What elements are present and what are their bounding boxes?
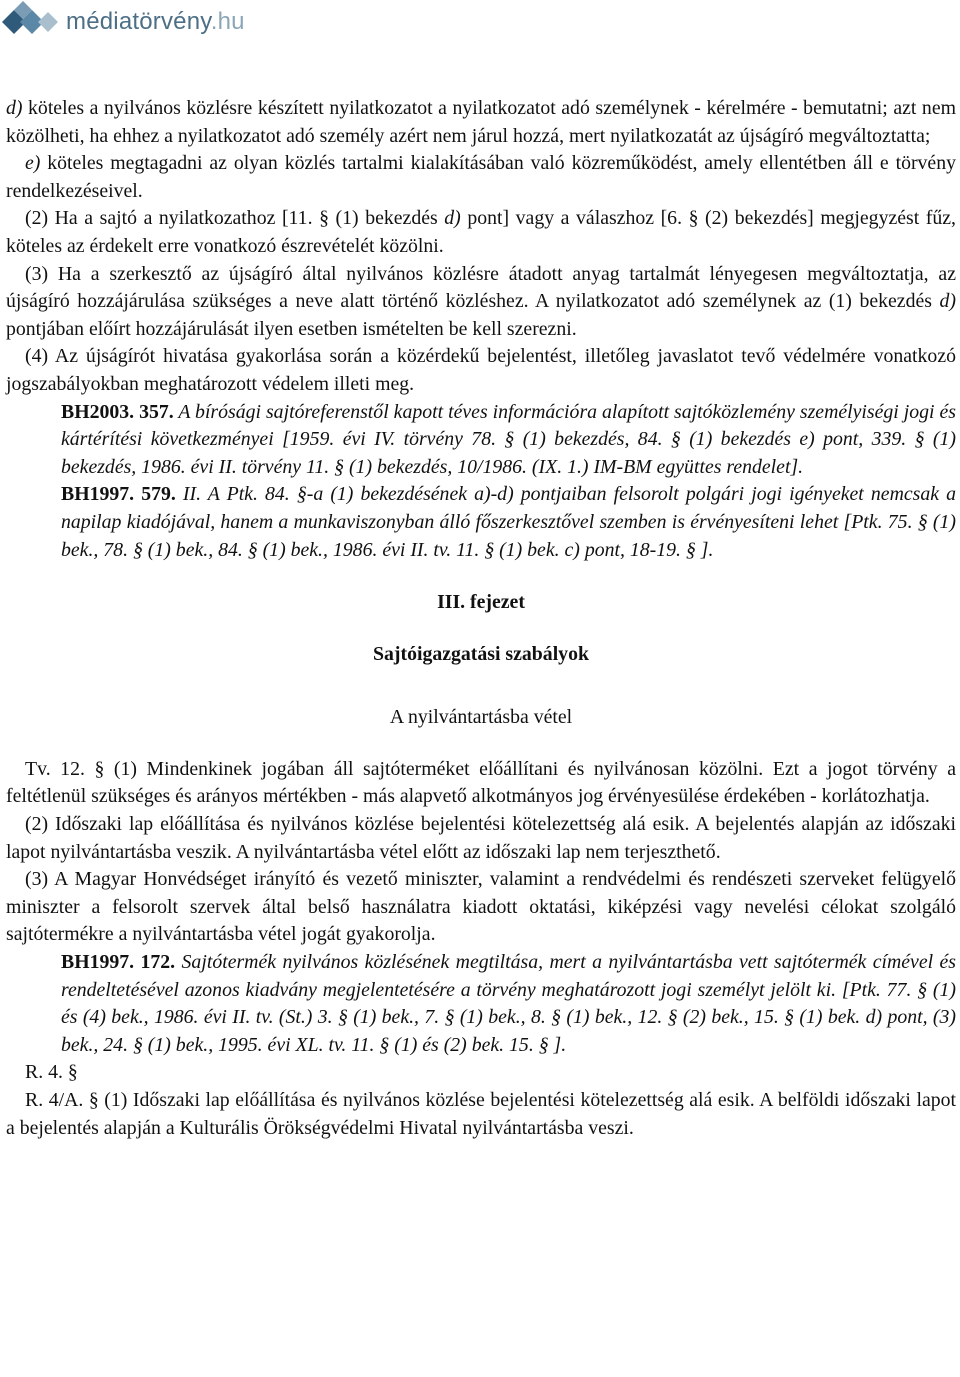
paragraph-3-point: d) (939, 290, 956, 313)
section-subtitle: A nyilvántartásba vétel (389, 706, 573, 729)
paragraph-3-text-a: (3) Ha a szerkesztő az újságíró által nyilvános közlésre átadott anyag tartalmát lényegesen megváltoztatja, az újságíró hozzájárulása szükséges a neve alatt történő közléshez. A nyilatkozatot adó személynek az (1) bekezdés (6, 262, 956, 313)
point-d (6, 95, 956, 150)
tv12-paragraph-3: (3) A Magyar Honvédséget irányító és vezető miniszter, valamint a rendvédelmi és rendészeti szerveket felügyelő miniszter a felsorolt szervek által belső használatra kiadott oktatási, kiképzési vagy nevelési célokat szolgáló sajtótermékre a nyilvántartásba vétel jogát gyakorolja. (6, 868, 956, 946)
case-summary: II. A Ptk. 84. §-a (1) bekezdésének a)-d) pontjaiban felsorolt polgári jogi igényeket nemcsak a napilap kiadójával, hanem a munkaviszonyban álló főszerkesztővel szemben is érvényesíteni lehet [Ptk. 75. § (1) bek., 78. § (1) bek., 84. § (1) bek., 1986. évi II. tv. 11. § (1) bek. c) pont, 18-19. § ]. (61, 483, 956, 561)
paragraph-2-point: d) (444, 207, 461, 230)
document-body (6, 95, 956, 1142)
logo-text (66, 8, 245, 36)
point-d-label: d) (6, 97, 23, 119)
paragraph-3 (6, 261, 956, 344)
paragraph-3-text-b: pontjában előírt hozzájárulását ilyen esetben ismételten be kell szerezni. (6, 317, 577, 340)
point-d-text: köteles a nyilvános közlésre készített nyilatkozatot a nyilatkozatot adó személynek - kérelmére - bemutatni; azt nem közölheti, ha ehhez a nyilatkozatot adó személy azért nem járul hozzá, mert nyilatkozatát az újságíró megváltoztatta; (6, 97, 956, 147)
tv12-paragraph-2: (2) Időszaki lap előállítása és nyilvános közlése bejelentési kötelezettség alá esik. A bejelentés alapján az időszaki lapot nyilvántartásba veszik. A nyilvántartásba vétel előtt az időszaki lap nem terjeszthető. (6, 813, 956, 863)
case-summary: A bírósági sajtóreferenstől kapott téves információra alapított sajtóközlemény személyiségi jogi és kártérítési következményei [1959. évi IV. törvény 78. § (1) bekezdés, 84. § (1) bekezdés e) pont, 339. § (1) bekezdés, 1986. évi II. törvény 11. § (1) bekezdés, 10/1986. (IX. 1.) IM-BM együttes rendelet]. (61, 400, 956, 478)
logo-name: médiatörvény (66, 8, 211, 35)
case-bh2003-357 (6, 399, 956, 482)
case-reference[interactable]: BH2003. 357. (61, 400, 174, 423)
point-e-label: e) (25, 152, 41, 175)
decree-section-4: R. 4. § (25, 1061, 78, 1084)
case-reference[interactable]: BH1997. 579. (61, 483, 176, 506)
paragraph-2-text-b: pont] vagy a válaszhoz [6. § (2) bekezdés] megjegyzést fűz, köteles az érdekelt erre vonatkozó észrevételét közölni. (6, 207, 956, 257)
case-bh1997-172 (6, 949, 956, 1059)
chapter-number: III. fejezet (437, 591, 525, 614)
case-bh1997-579 (6, 481, 956, 564)
tv12-paragraph-1: Tv. 12. § (1) Mindenkinek jogában áll sajtóterméket előállítani és nyilvánosan közölni. Ezt a jogot törvény a feltétlenül szükséges és arányos mértékben - más alapvető alkotmányos jog érvényesülése érdekében - korlátozhatja. (6, 757, 956, 808)
point-e-text: köteles megtagadni az olyan közlés tartalmi kialakításában való közreműködést, amely ellentétben áll e törvény rendelkezéseivel. (6, 152, 956, 202)
logo-tld: .hu (210, 8, 245, 35)
paragraph-2-text-a: (2) Ha a sajtó a nyilatkozathoz [11. § (1) bekezdés (25, 207, 445, 230)
case-summary: Sajtótermék nyilvános közlésének megtiltása, mert a nyilvántartásba vett sajtótermék címével és rendeltetésével azonos kiadvány megjelentetésére a törvény meghatározott jogi személyt jelölt ki. [Ptk. 77. § (1) és (4) bek., 1986. évi II. tv. (St.) 3. § (1) bek., 7. § (1) bek., 8. § (1) bek., 12. § (2) bek., 15. § (1) bek. d) pont, (3) bek., 24. § (1) bek., 1995. évi XL. tv. 11. § (1) és (2) bek. 15. § ]. (61, 951, 956, 1056)
paragraph-4: (4) Az újságírót hivatása gyakorlása során a közérdekű bejelentést, illetőleg javaslatot tevő védelmére vonatkozó jogszabályokban meghatározott védelem illeti meg. (6, 345, 956, 395)
site-logo[interactable] (0, 0, 245, 44)
chapter-title: Sajtóigazgatási szabályok (373, 642, 589, 665)
paragraph-2 (6, 205, 956, 260)
logo-emblem-icon (0, 0, 60, 44)
case-reference[interactable]: BH1997. 172. (61, 951, 176, 974)
point-e (6, 150, 956, 205)
decree-section-4a: R. 4/A. § (1) Időszaki lap előállítása és nyilvános közlése bejelentési kötelezettség alá esik. A belföldi időszaki lapot a bejelentés alapján a Kulturális Örökségvédelmi Hivatal nyilvántartásba veszi. (6, 1089, 956, 1139)
